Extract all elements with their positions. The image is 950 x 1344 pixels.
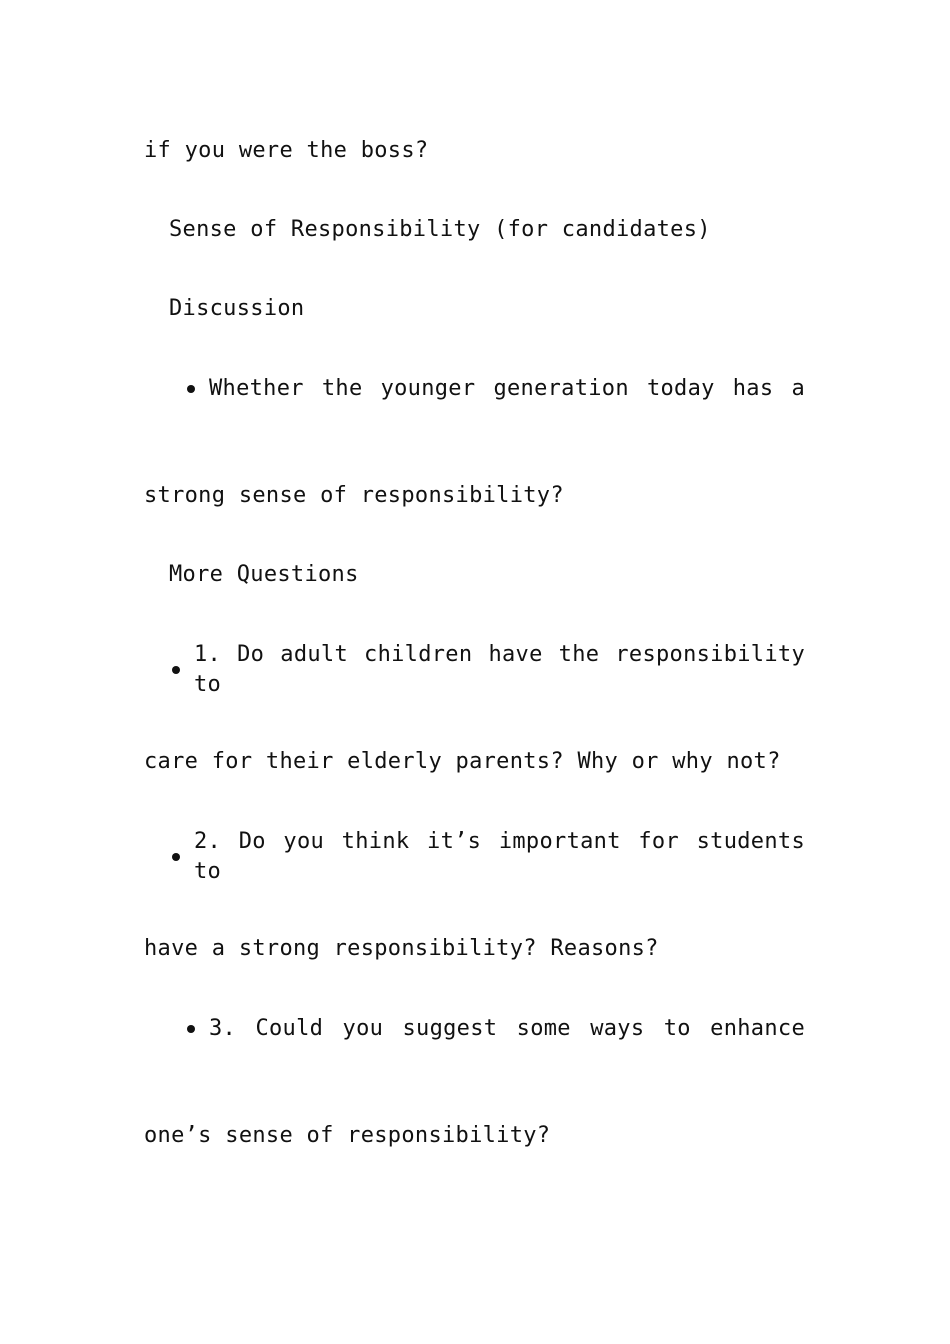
bullet-icon: [172, 666, 180, 674]
question-item-2: [172, 827, 805, 887]
section-heading-discussion: Discussion: [169, 296, 305, 321]
section-heading-sense-of-responsibility: Sense of Responsibility (for candidates): [169, 217, 711, 242]
section-heading-more-questions: More Questions: [169, 562, 359, 587]
bullet-icon: [172, 853, 180, 861]
text-line-continuation: if you were the boss?: [144, 138, 429, 163]
question-item-1: [172, 640, 805, 700]
question-3-continuation: one’s sense of responsibility?: [144, 1123, 551, 1148]
bullet-item-discussion: [187, 374, 805, 404]
question-text: 3. Could you suggest some ways to enhance: [209, 1016, 805, 1041]
question-text: 2. Do you think it’s important for students to: [194, 829, 805, 884]
bullet-icon: [187, 1025, 195, 1033]
question-2-continuation: have a strong responsibility? Reasons?: [144, 936, 659, 961]
bullet-continuation: strong sense of responsibility?: [144, 483, 564, 508]
question-item-3: [187, 1014, 805, 1044]
question-text: 1. Do adult children have the responsibility to: [194, 642, 805, 697]
bullet-icon: [187, 385, 195, 393]
bullet-text: Whether the younger generation today has a: [209, 376, 805, 401]
question-1-continuation: care for their elderly parents? Why or why not?: [144, 749, 781, 774]
